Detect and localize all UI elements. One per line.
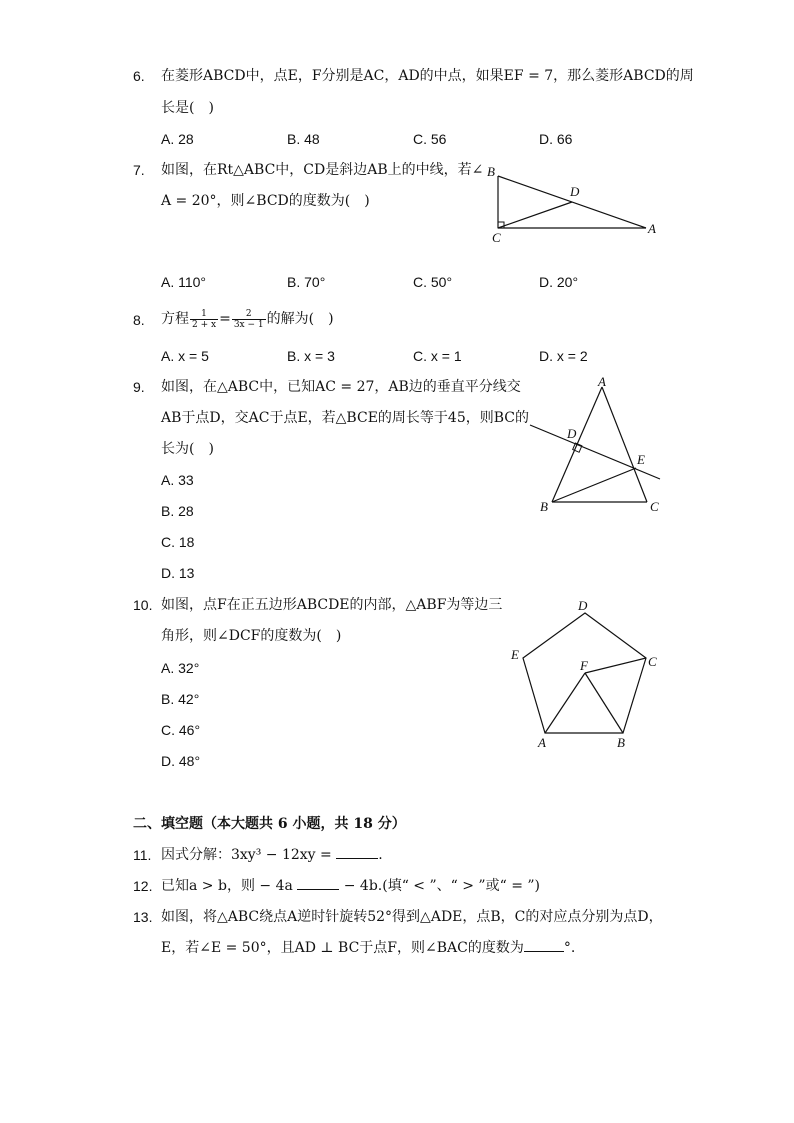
q10-label-a: A [538,735,546,750]
q11-stem [161,845,383,865]
q7-label-a: A [648,221,656,236]
q8-stem [161,307,334,331]
q13-answer-blank[interactable] [524,939,564,952]
q8-fraction-1 [190,309,218,330]
q10-stem-line2: 角形，则∠DCF的度数为( ) [161,628,342,644]
q8-suffix: 的解为( ) [266,311,334,327]
q11-period: . [378,847,383,863]
section-2-header: 二、填空题（本大题共 6 小题，共 18 分） [133,816,406,832]
q10-option-d: D. 48° [161,753,201,769]
q6-stem-line1: 在菱形ABCD中，点E，F分别是AC，AD的中点，如果EF = 7，那么菱形ABCD的周 [161,68,694,84]
q9-option-a: A. 33 [161,472,194,488]
q12-stem [161,876,540,896]
q8-fraction-2 [232,309,266,330]
q7-stem-line2: A = 20°，则∠BCD的度数为( ) [161,193,370,209]
q7-option-b: B. 70° [287,274,326,290]
q11-answer-blank[interactable] [336,846,378,859]
q13-stem-line1: 如图，将△ABC绕点A逆时针旋转52°得到△ADE，点B，C的对应点分别为点D， [161,909,663,925]
q8-frac1-numerator: 1 [190,309,218,320]
q12-number: 12. [133,878,153,894]
q7-right-triangle-figure [484,164,664,244]
q7-option-a: A. 110° [161,274,207,290]
q12-answer-blank[interactable] [297,877,339,890]
q8-frac2-numerator: 2 [232,309,266,320]
q7-option-c: C. 50° [413,274,453,290]
q10-option-c: C. 46° [161,722,201,738]
q7-label-d: D [570,184,580,199]
q9-label-d: D [567,426,577,441]
q10-label-f: F [580,658,588,673]
q9-label-a: A [598,374,606,389]
q9-option-d: D. 13 [161,565,195,581]
q12-text-b: − 4b.(填“ < ”、“ > ”或“ = ”) [339,878,540,894]
q10-label-c: C [648,654,657,669]
q9-stem-line2: AB于点D，交AC于点E，若△BCE的周长等于45，则BC的 [161,410,529,426]
q10-stem-line1: 如图，点F在正五边形ABCDE的内部，△ABF为等边三 [161,597,503,613]
q8-option-c: C. x = 1 [413,348,462,364]
q13-text-a: E，若∠E = 50°，且AD ⊥ BC于点F，则∠BAC的度数为 [161,940,524,956]
q7-number: 7. [133,162,145,178]
q8-frac2-denominator: 3x − 1 [233,319,264,330]
q9-label-b: B [540,499,548,514]
q7-stem-line1: 如图，在Rt△ABC中，CD是斜边AB上的中线，若∠ [161,162,484,178]
q9-stem-line3: 长为( ) [161,441,214,457]
q9-triangle-figure [525,375,675,515]
q11-number: 11. [133,847,152,863]
q13-text-b: °. [563,940,576,956]
q9-label-c: C [650,499,659,514]
q10-option-a: A. 32° [161,660,200,676]
q7-option-d: D. 20° [539,274,579,290]
q6-option-a: A. 28 [161,131,194,147]
q6-number: 6. [133,68,145,84]
q8-frac1-denominator: 2 + x [192,319,217,330]
q9-option-c: C. 18 [161,534,195,550]
q13-stem-line2 [161,938,575,958]
q8-prefix: 方程 [161,311,189,327]
q6-option-d: D. 66 [539,131,573,147]
q8-option-d: D. x = 2 [539,348,588,364]
q9-label-e: E [637,452,645,467]
q8-option-b: B. x = 3 [287,348,335,364]
q9-option-b: B. 28 [161,503,194,519]
q6-option-b: B. 48 [287,131,320,147]
q8-option-a: A. x = 5 [161,348,209,364]
q9-stem-line1: 如图，在△ABC中，已知AC = 27，AB边的垂直平分线交 [161,379,521,395]
q10-pentagon-figure [505,598,675,753]
q10-option-b: B. 42° [161,691,200,707]
q10-label-e: E [511,647,519,662]
q7-label-b: B [487,164,495,179]
q8-equals: = [219,311,231,327]
q10-number: 10. [133,597,153,613]
q13-number: 13. [133,909,153,925]
q10-label-b: B [617,735,625,750]
q12-text-a: 已知a > b，则 − 4a [161,878,293,894]
q10-label-d: D [578,598,588,613]
q8-number: 8. [133,312,145,328]
q11-text: 因式分解：3xy³ − 12xy = [161,847,332,863]
q6-option-c: C. 56 [413,131,447,147]
q9-number: 9. [133,379,145,395]
q6-stem-line2: 长是( ) [161,100,214,116]
q7-label-c: C [492,230,501,245]
